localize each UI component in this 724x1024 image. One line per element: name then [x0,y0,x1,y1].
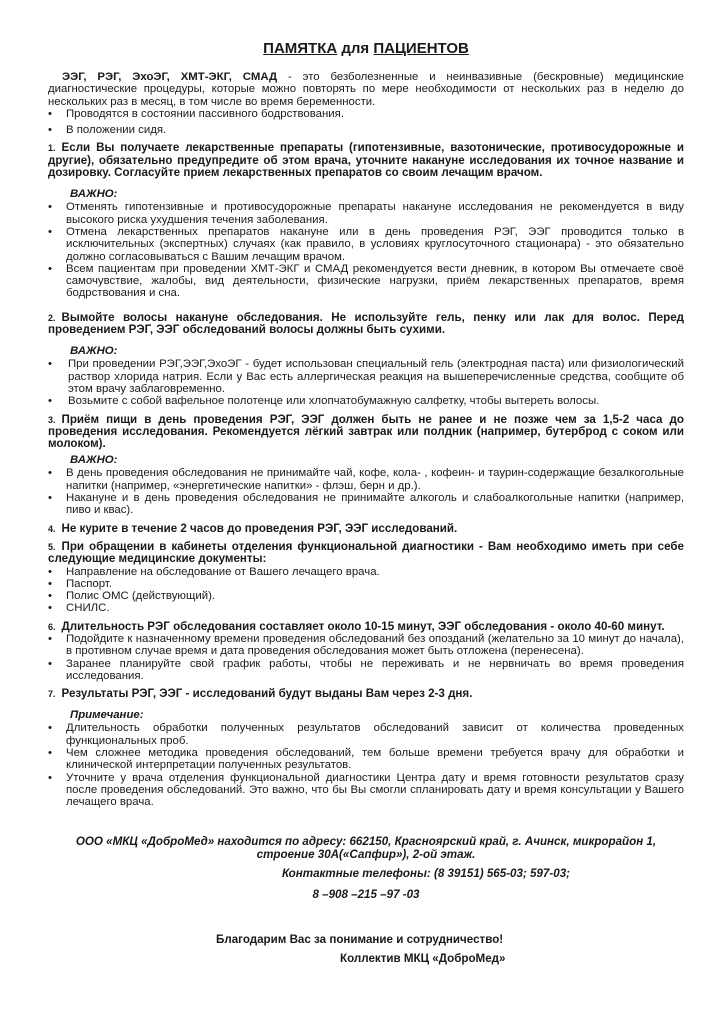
team-signature: Коллектив МКЦ «ДоброМед» [340,951,506,965]
section-text: Не курите в течение 2 часов до проведения РЭГ, ЭЭГ исследований. [61,521,458,535]
title-for: для [337,40,374,57]
important-note: ВАЖНО: [70,454,118,467]
section-4 [48,523,684,535]
intro-procedures: ЭЭГ, РЭГ, ЭхоЭГ, ХМТ-ЭКГ, СМАД [62,71,278,83]
list-item: • СНИЛС. [48,602,684,614]
list-item: • Проводятся в состоянии пассивного бодрствования. [48,108,684,120]
section-number: 4. [48,523,56,534]
section-number: 6. [48,621,56,632]
list-item: • Подойдите к назначенному времени проведения обследований без опозданий (желательно за 10 минут до начала), в противном случае время и дата проведения обследования может быть отложена (перенесена). [48,633,684,658]
list-item: • Всем пациентам при проведении ХМТ-ЭКГ и СМАД рекомендуется вести дневник, в котором Вы отмечаете своё самочувствие, жалобы, вид деятельности, физические нагрузки, приём лекарственных препаратов, время бодрствования и сна. [48,263,684,300]
contact-phones: Контактные телефоны: (8 39151) 565-03; 597-03; [282,866,570,880]
section-1-list [48,201,684,299]
section-text: Вымойте волосы накануне обследования. Не используйте гель, пенку или лак для волос. Перед проведением РЭГ, ЭЭГ обследований волосы должны быть сухими. [48,310,684,337]
section-6 [48,621,684,633]
list-item: • При проведении РЭГ,ЭЭГ,ЭхоЭГ - будет использован специальный гель (электродная паста) или физиологический раствор хлорида натрия. Если у Вас есть аллергическая реакция на вышеперечисленные средства, сообщите об этом врачу заблаговременно. [48,358,684,395]
list-item: • Уточните у врача отделения функциональной диагностики Центра дату и время готовности результатов сразу после проведения обследований. Это важно, что бы Вы смогли спланировать дату и время консультации у Вашего лечащего врача. [48,772,684,809]
section-text: Результаты РЭГ, ЭЭГ - исследований будут выданы Вам через 2-3 дня. [61,687,473,701]
section-7 [48,688,684,700]
list-item: • Длительность обработки полученных результатов обследований зависит от количества проведенных функциональных проб. [48,722,684,747]
section-text: Приём пищи в день проведения РЭГ, ЭЭГ должен быть не ранее и не позже чем за 1,5-2 часа до проведения исследования. Рекомендуется лёгкий завтрак или полдник (например, бутерброд с соком или молоком). [48,412,684,451]
list-item: • Направление на обследование от Вашего лечащего врача. [48,566,684,578]
section-number: 2. [48,312,56,323]
list-item: • Чем сложнее методика проведения обследований, тем больше времени требуется врачу для обработки и клинической интерпретации полученных результатов. [48,747,684,772]
section-2-list [48,358,684,407]
section-number: 3. [48,414,56,425]
section-6-list [48,633,684,682]
title-patients: ПАЦИЕНТОВ [373,40,469,57]
intro-text: - это безболезненные и неинвазивные (бескровные) медицинские диагностические процедуры, которые можно повторять по мере необходимости от нескольких раз в неделю до нескольких раз в месяц, в том числе во время беременности. [48,71,684,108]
mobile-phone: 8 –908 –215 –97 -03 [312,887,420,901]
important-note: ВАЖНО: [70,188,118,201]
list-item: • Полис ОМС (действующий). [48,590,684,602]
section-number: 5. [48,541,56,552]
intro-list [48,108,684,137]
list-item: • В положении сидя. [48,124,684,136]
section-3-list [48,467,684,516]
thanks-message: Благодарим Вас за понимание и сотрудничество! [216,932,504,946]
section-number: 7. [48,689,56,700]
list-item: • Возьмите с собой вафельное полотенце или хлопчатобумажную салфетку, чтобы вытереть волосы. [48,395,684,407]
company-address: ООО «МКЦ «ДоброМед» находится по адресу: 662150, Красноярский край, г. Ачинск, микрорайон 1, строение 30А(«Сапфир»), 2-ой этаж. [75,834,657,861]
section-number: 1. [48,143,56,154]
section-text: При обращении в кабинеты отделения функциональной диагностики - Вам необходимо иметь при себе следующие медицинские документы: [48,539,684,566]
section-7-list [48,722,684,808]
list-item: • В день проведения обследования не принимайте чай, кофе, кола- , кофеин- и таурин-содержащие безалкогольные напитки (например, «энергетические напитки» - флэш, берн и др.). [48,467,684,492]
remark-note: Примечание: [70,709,144,722]
section-1 [48,142,684,179]
list-item: • Отменять гипотензивные и противосудорожные препараты накануне исследования не рекомендуется в виду высокого риска ухудшения течения заболевания. [48,201,684,226]
section-5-list [48,566,684,615]
title-memo: ПАМЯТКА [263,40,338,57]
list-item: • Накануне и в день проведения обследования не принимайте алкоголь и слабоалкогольные напитки (например, пиво и квас). [48,492,684,517]
intro-paragraph [48,71,684,108]
section-5 [48,541,684,566]
list-item: • Отмена лекарственных препаратов накануне или в день проведения РЭГ, ЭЭГ проводится только в исключительных (экспертных) случаях (как правило, в условиях круглосуточного стационара) - это обязательно должно согласовываться с Вашим лечащим врачом. [48,226,684,263]
section-text: Длительность РЭГ обследования составляет около 10-15 минут, ЭЭГ обследования - около 40-60 минут. [61,619,665,633]
list-item: • Заранее планируйте свой график работы, чтобы не переживать и не нервничать во время проведения исследования. [48,658,684,683]
list-item: • Паспорт. [48,578,684,590]
section-2 [48,312,684,337]
section-text: Если Вы получаете лекарственные препараты (гипотензивные, вазотонические, противосудорожные и другие), обязательно предупредите об этом врача, уточните накануне исследования их точное название и дозировку. Согласуйте прием лекарственных препаратов со своим лечащим врачом. [48,141,684,180]
important-note: ВАЖНО: [70,345,118,358]
page-title [48,40,684,57]
section-3 [48,414,684,451]
